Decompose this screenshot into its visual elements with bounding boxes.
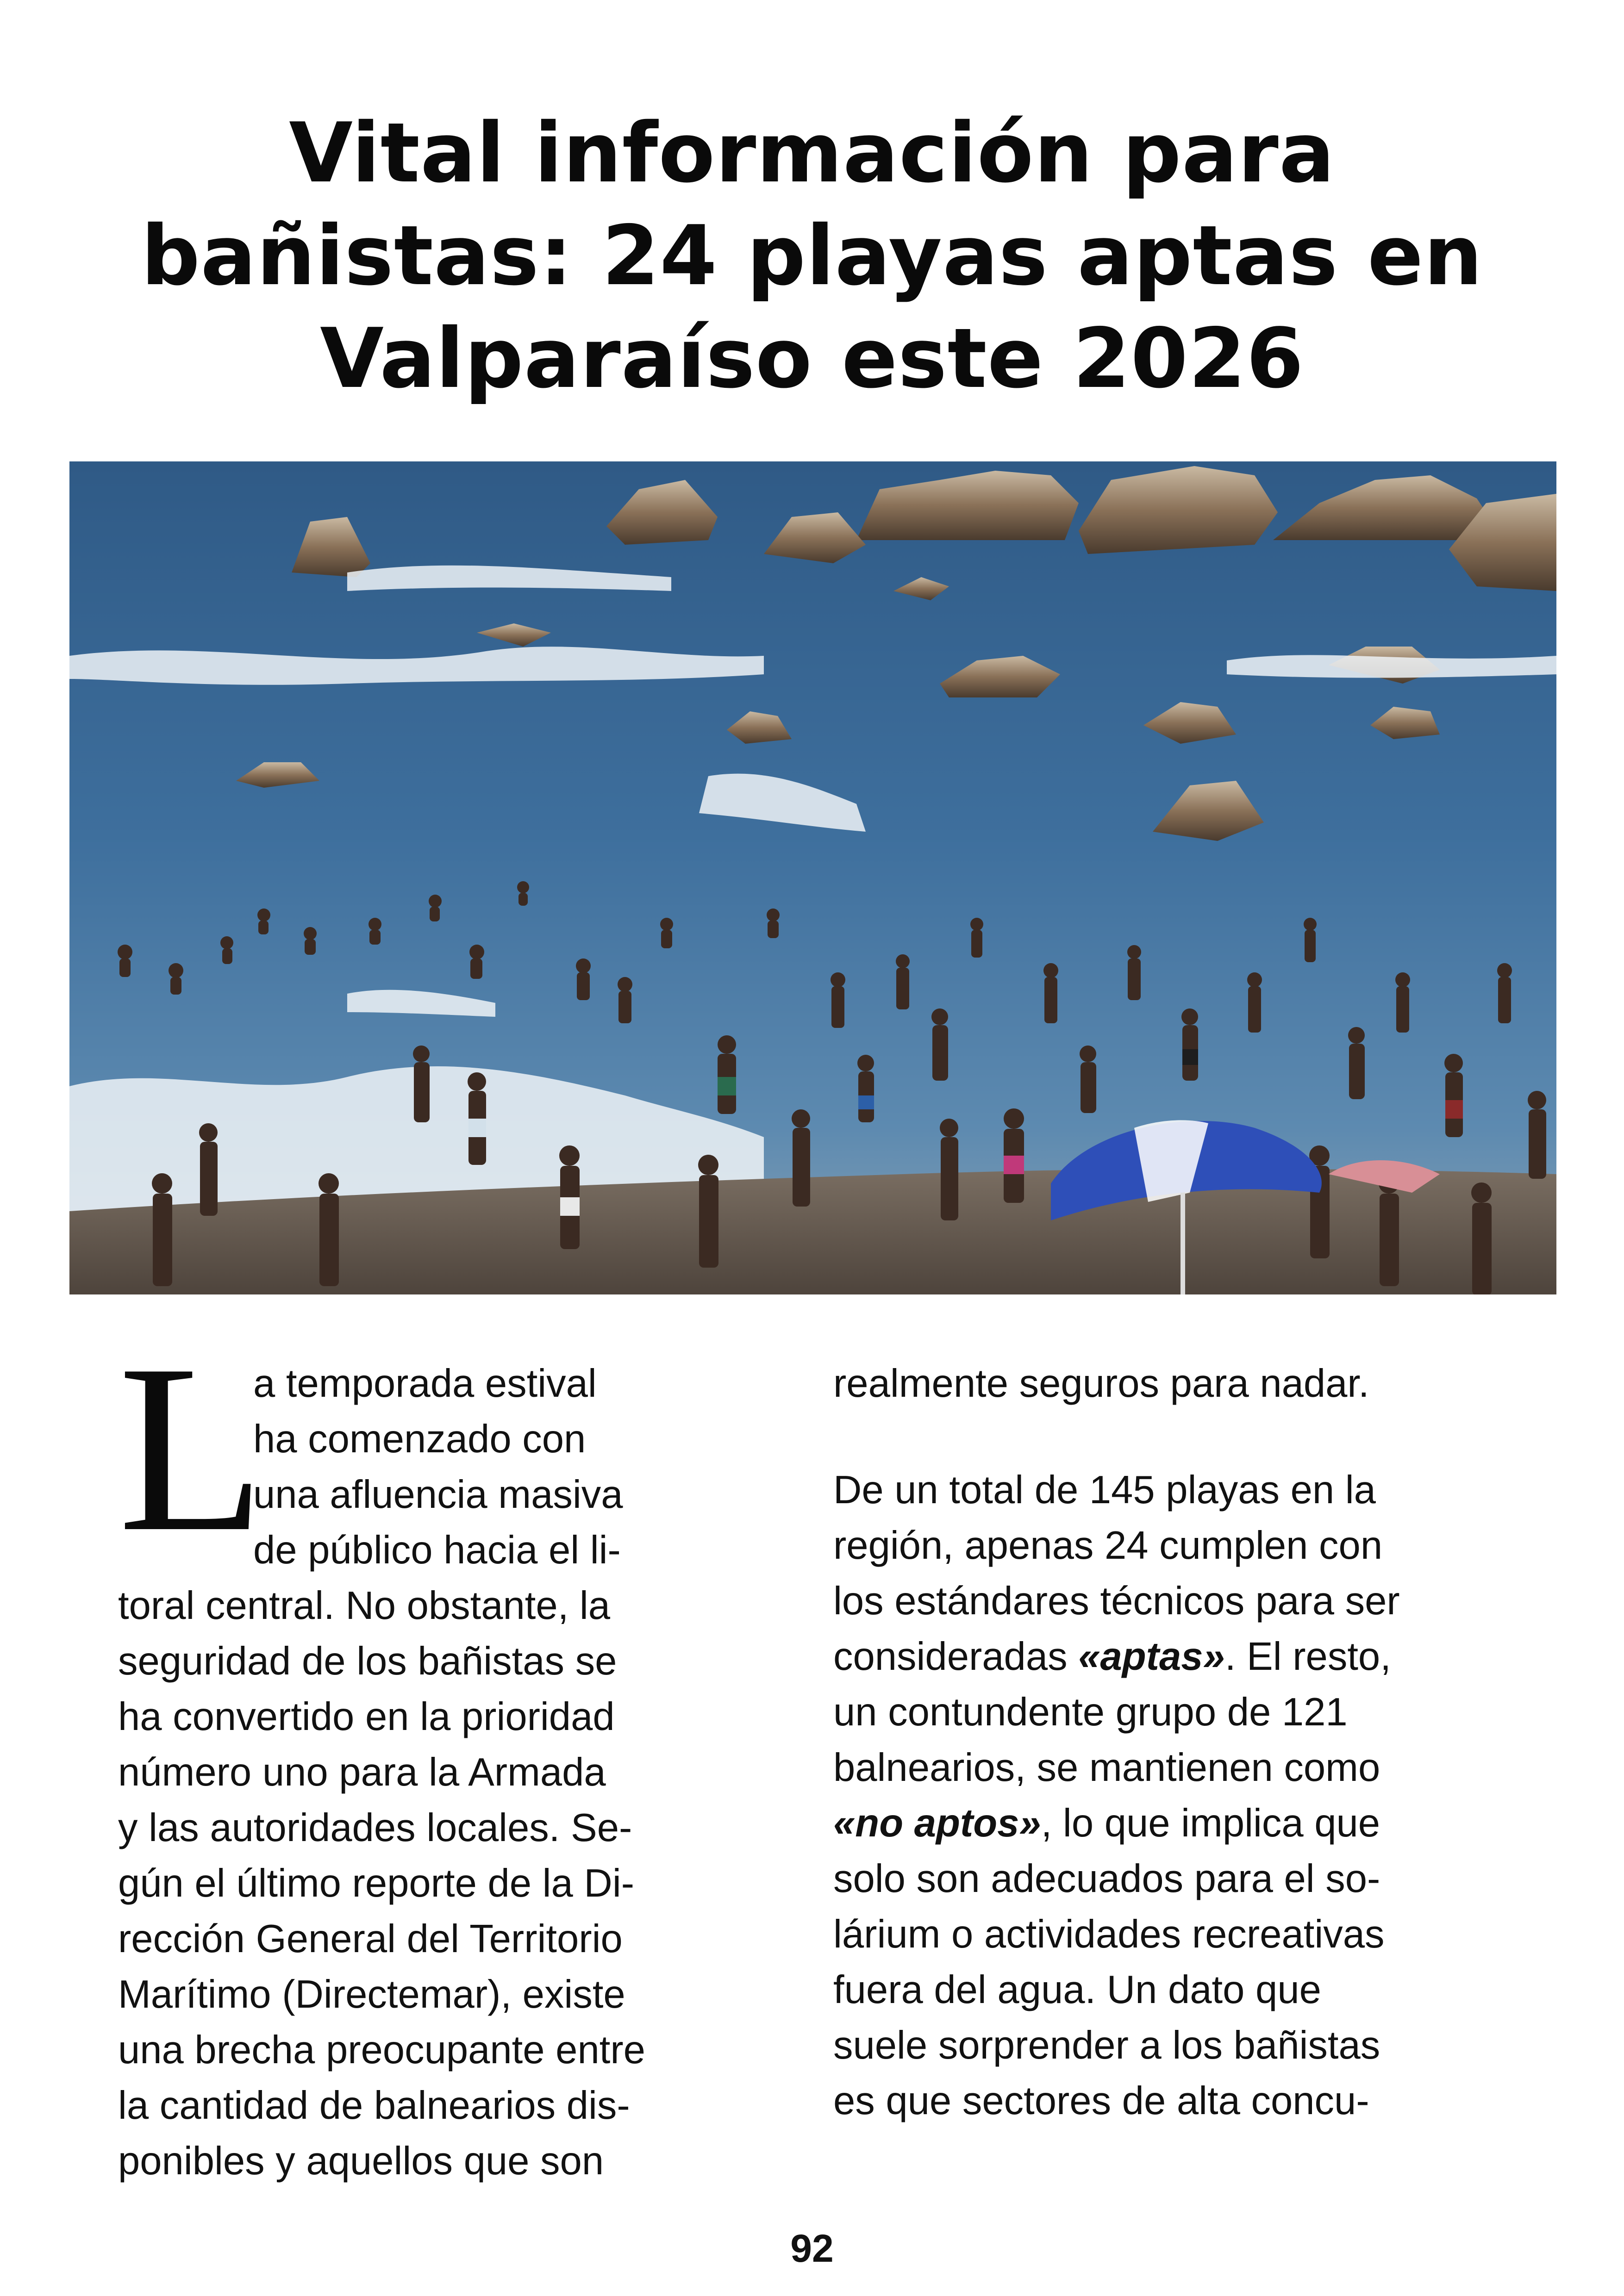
body-column-left	[118, 1315, 766, 2189]
text-line: ha convertido en la prioridad	[118, 1695, 615, 1739]
text-line-no-aptos	[833, 1796, 1528, 1851]
text-line: lárium o actividades recreativas	[833, 1912, 1385, 1956]
page-title	[93, 102, 1531, 410]
text-fragment: . El resto,	[1224, 1635, 1391, 1679]
text-line: una afluencia masiva	[253, 1473, 623, 1517]
text-line-aptas	[833, 1629, 1528, 1685]
text-line: solo son adecuados para el so-	[833, 1857, 1380, 1901]
text-fragment: , lo que implica que	[1041, 1801, 1380, 1845]
text-line: seguridad de los bañistas se	[118, 1639, 617, 1683]
beach-crowd-photo	[69, 461, 1556, 1294]
aptas-emphasis: «aptas»	[1078, 1635, 1225, 1679]
paragraph-gap	[833, 1412, 1528, 1462]
text-line: Marítimo (Directemar), existe	[118, 1972, 625, 2016]
text-line: la cantidad de balnearios dis-	[118, 2084, 630, 2128]
title-line-1: Vital información para	[289, 105, 1335, 201]
page-number: 92	[790, 2227, 834, 2270]
text-line: fuera del agua. Un dato que	[833, 1968, 1321, 2012]
text-line: número uno para la Armada	[118, 1750, 606, 1794]
text-line: ha comenzado con	[253, 1417, 586, 1461]
paragraph-beaches	[833, 1462, 1528, 2129]
text-line: toral central. No obstante, la	[118, 1584, 611, 1628]
text-line: realmente seguros para nadar.	[833, 1362, 1369, 1406]
text-line: gún el último reporte de la Di-	[118, 1861, 635, 1905]
body-column-right	[833, 1356, 1528, 2129]
text-line: a temporada estival	[253, 1362, 597, 1406]
text-line: y las autoridades locales. Se-	[118, 1806, 632, 1850]
text-line: un contundente grupo de 121	[833, 1690, 1348, 1734]
paragraph-intro-continued	[833, 1356, 1528, 1412]
text-line: rección General del Territorio	[118, 1917, 623, 1961]
text-line: de público hacia el li-	[253, 1528, 621, 1572]
text-line: ponibles y aquellos que son	[118, 2139, 604, 2183]
text-line: los estándares técnicos para ser	[833, 1579, 1400, 1623]
text-line: una brecha preocupante entre	[118, 2028, 645, 2072]
text-line: región, apenas 24 cumplen con	[833, 1524, 1383, 1568]
text-fragment: consideradas	[833, 1635, 1079, 1679]
text-line: De un total de 145 playas en la	[833, 1468, 1376, 1512]
drop-cap: L	[118, 1315, 265, 1581]
text-line: suele sorprender a los bañistas	[833, 2023, 1380, 2067]
text-line: es que sectores de alta concu-	[833, 2079, 1369, 2123]
title-line-2: bañistas: 24 playas aptas en	[141, 208, 1483, 304]
no-aptos-emphasis: «no aptos»	[833, 1801, 1041, 1845]
title-line-3: Valparaíso este 2026	[320, 311, 1304, 406]
text-line: balnearios, se mantienen como	[833, 1746, 1380, 1790]
